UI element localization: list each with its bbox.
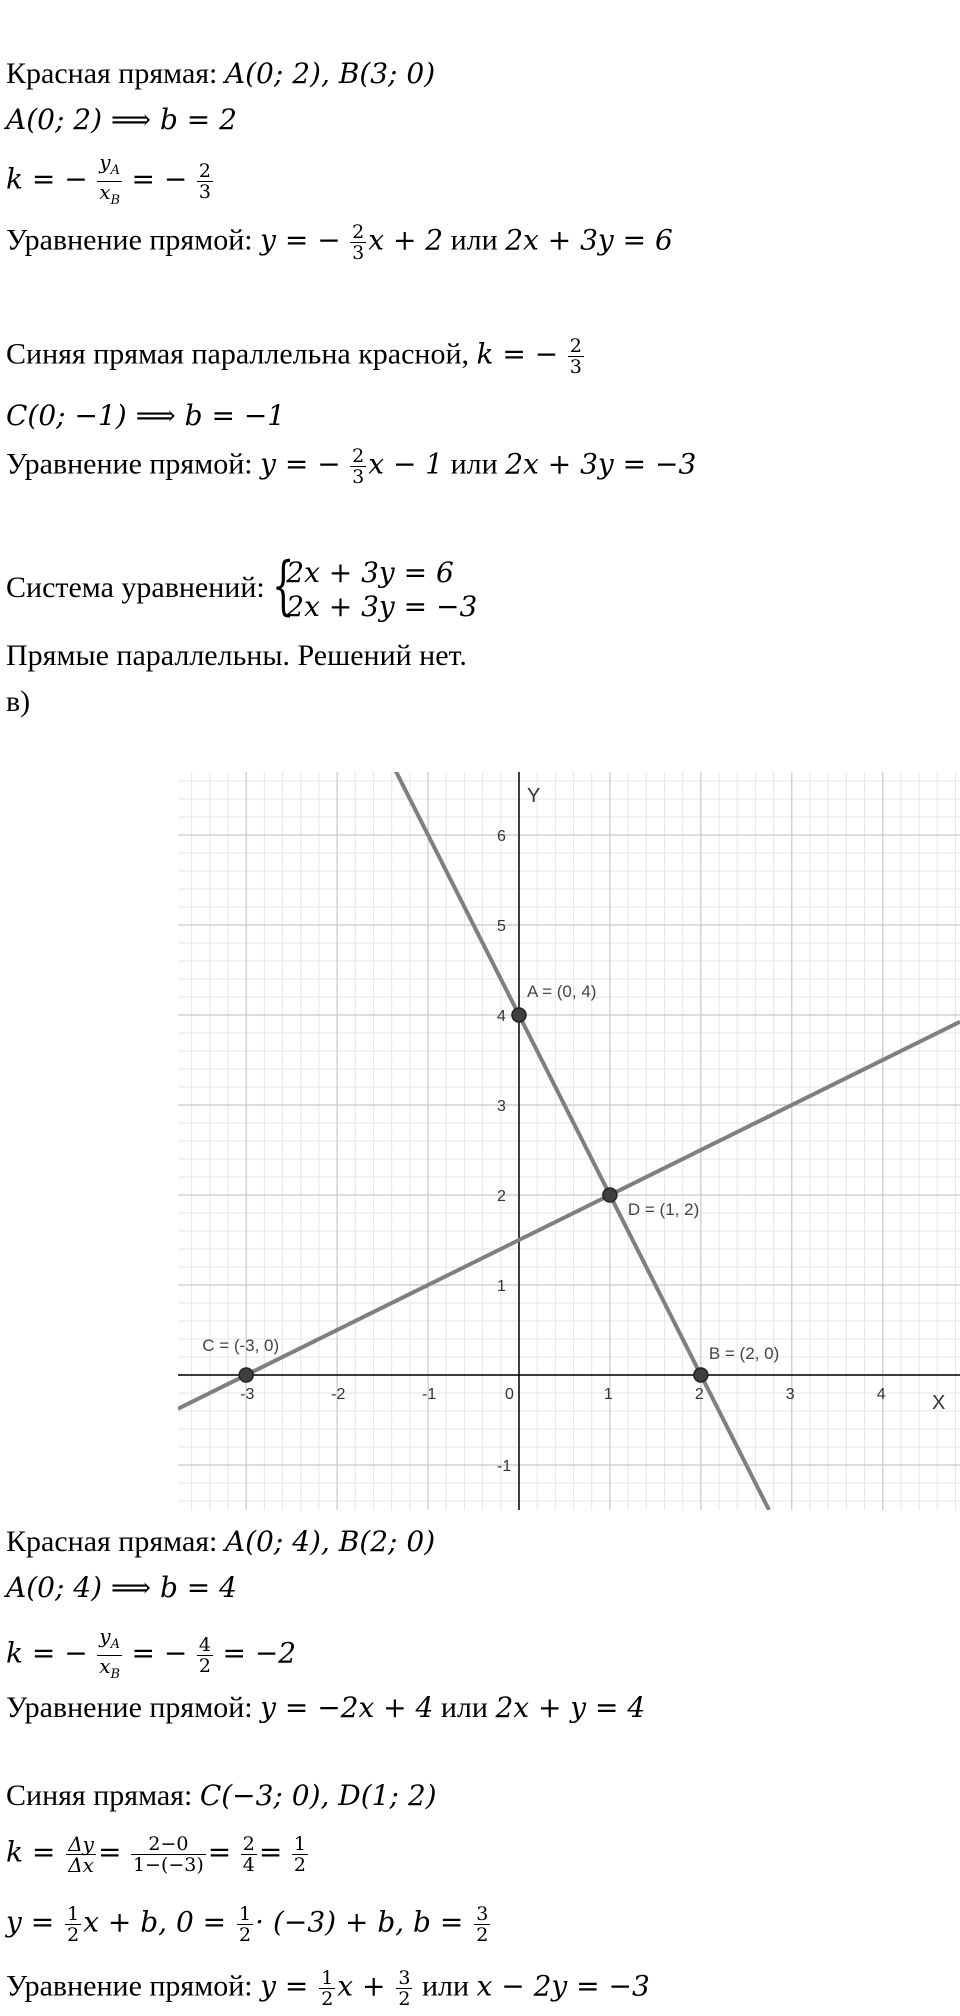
num: 1 — [239, 1903, 252, 1925]
b-conclusion: Прямые параллельны. Решений нет. — [6, 639, 467, 672]
slope-value — [197, 161, 213, 202]
point-b — [694, 1368, 708, 1382]
b-blue-equation — [6, 446, 696, 487]
y-tick-label: -1 — [496, 1458, 512, 1475]
y-tick-label: 5 — [496, 918, 506, 935]
part-c-label: в) — [6, 685, 31, 718]
point-label: D = (1, 2) — [627, 1200, 700, 1219]
num: 2 — [352, 445, 365, 467]
slope-eq: = − — [131, 162, 188, 196]
den-sub: B — [110, 193, 121, 208]
num: 2 — [242, 1833, 255, 1855]
den-sub: B — [110, 1667, 121, 1682]
num: 3 — [476, 1903, 489, 1925]
label: Уравнение прямой: — [6, 447, 261, 481]
c-blue-intercept — [6, 1904, 492, 1945]
num: 3 — [398, 1967, 411, 1989]
num: 1 — [67, 1903, 80, 1925]
point-label: A = (0, 4) — [526, 982, 597, 1001]
frac-1 — [65, 1904, 81, 1945]
den: 2 — [476, 1924, 489, 1946]
mid: x + b, 0 = — [83, 1905, 236, 1939]
x-axis-label: X — [932, 1392, 946, 1414]
point-a — [512, 1008, 526, 1022]
y-tick-label: 1 — [496, 1278, 506, 1295]
c-red-equation — [6, 1690, 645, 1726]
frac-2 — [396, 1968, 412, 2009]
num-sub: A — [110, 163, 120, 178]
y-tick-label: 2 — [496, 1188, 506, 1205]
blue-line — [178, 1022, 960, 1409]
slope-ratio — [97, 1626, 122, 1685]
x-tick-label: -1 — [422, 1386, 437, 1403]
system-row-1: 2x + 3y = 6 — [286, 556, 454, 589]
den: 2 — [293, 1854, 306, 1876]
slope-result: = −2 — [222, 1636, 297, 1670]
b-red-line-heading — [6, 56, 435, 92]
points: C(−3; 0), D(1; 2) — [199, 1779, 437, 1812]
den: x — [99, 1654, 111, 1678]
c-blue-line-heading — [6, 1778, 437, 1814]
label: Синяя прямая: — [6, 1779, 200, 1812]
den: 2 — [239, 1924, 252, 1946]
b-intercept: A(0; 2) ⟹ b = 2 — [6, 103, 237, 136]
b-blue-intercept: C(0; −1) ⟹ b = −1 — [6, 399, 286, 432]
label: Красная прямая: — [6, 57, 225, 90]
b-red-equation — [6, 222, 673, 263]
lhs: y = − — [260, 447, 341, 481]
y-tick-label: 3 — [496, 1098, 506, 1115]
label: Уравнение прямой: — [6, 1969, 261, 2003]
lhs: y = − — [260, 223, 341, 257]
alt: 2x + 3y = −3 — [505, 447, 697, 481]
frac-2 — [131, 1834, 206, 1875]
label: Система уравнений: — [6, 570, 273, 604]
num-sub: A — [110, 1637, 120, 1652]
x-tick-label: 0 — [504, 1386, 514, 1403]
brace: { — [272, 549, 295, 623]
rhs: x + 2 — [368, 223, 444, 257]
frac-4 — [292, 1834, 308, 1875]
rhs: x − 1 — [368, 447, 444, 481]
den: x — [99, 180, 111, 204]
point-label: B = (2, 0) — [708, 1344, 780, 1363]
num: 2 — [352, 221, 365, 243]
label: Уравнение прямой: — [6, 223, 261, 257]
lhs: y = −2x + 4 — [260, 1691, 434, 1724]
or: или — [414, 1969, 477, 2003]
b-blue-line-heading — [6, 336, 586, 377]
den: 3 — [569, 356, 582, 378]
frac-1 — [66, 1834, 96, 1875]
mid2: · (−3) + b, b = — [255, 1905, 473, 1939]
frac-1 — [319, 1968, 335, 2009]
x-tick-label: 2 — [694, 1386, 704, 1403]
label: Синяя прямая параллельна красной, — [6, 337, 477, 371]
den: 3 — [352, 242, 365, 264]
c-slope — [6, 1626, 296, 1685]
num: y — [99, 150, 111, 174]
y-axis-label: Y — [526, 785, 541, 807]
num: 2 — [569, 335, 582, 357]
num: 2 — [198, 160, 211, 182]
points: A(0; 2), B(3; 0) — [224, 57, 436, 90]
lhs: y = — [260, 1969, 318, 2003]
num: 1 — [321, 1967, 334, 1989]
point-d — [603, 1188, 617, 1202]
c-red-line-heading — [6, 1524, 435, 1560]
x-tick-label: -2 — [331, 1386, 346, 1403]
c-intercept: A(0; 4) ⟹ b = 4 — [6, 1571, 237, 1604]
den: 3 — [352, 466, 365, 488]
num: 1 — [293, 1833, 306, 1855]
point-c — [239, 1368, 253, 1382]
x-tick-label: -3 — [240, 1386, 255, 1403]
slope-ratio — [97, 152, 122, 211]
num: 4 — [198, 1634, 211, 1656]
den: 2 — [67, 1924, 80, 1946]
system — [272, 549, 478, 624]
alt: x − 2y = −3 — [476, 1969, 650, 2003]
den: 1−(−3) — [132, 1854, 204, 1876]
coordinate-graph — [178, 772, 960, 1510]
mid: x + — [337, 1969, 395, 2003]
y-tick-label: 6 — [496, 828, 506, 845]
slope-lhs: k = − — [6, 1636, 88, 1670]
lhs: y = — [6, 1905, 64, 1939]
points: A(0; 4), B(2; 0) — [224, 1525, 436, 1558]
x-tick-label: 1 — [603, 1386, 613, 1403]
frac — [350, 222, 366, 263]
c-blue-slope: k = $\frac{\Delta y}{\Delta x}$ = $\frac{2-0}{1-(-3)}$ = $\frac{2}{4}$ = $\frac{1}{2}$ — [6, 1832, 306, 1877]
den: Δx — [68, 1853, 94, 1877]
or: или — [443, 447, 506, 481]
b-slope — [6, 152, 215, 211]
lhs: k = — [6, 1835, 65, 1869]
num: y — [99, 1624, 111, 1648]
y-tick-label: 4 — [496, 1008, 506, 1025]
or: или — [433, 1691, 496, 1724]
b-system — [6, 549, 478, 624]
den: 2 — [198, 1655, 211, 1677]
frac — [350, 446, 366, 487]
system-row-2: 2x + 3y = −3 — [286, 590, 478, 623]
den: 2 — [321, 1988, 334, 2010]
den: 2 — [398, 1988, 411, 2010]
num: 2−0 — [131, 1834, 206, 1855]
label: Красная прямая: — [6, 1525, 225, 1558]
frac-3 — [474, 1904, 490, 1945]
den: 4 — [242, 1854, 255, 1876]
frac — [568, 336, 584, 377]
slope-eq: = − — [131, 1636, 188, 1670]
slope-lhs: k = − — [6, 162, 88, 196]
x-tick-label: 3 — [785, 1386, 795, 1403]
num: Δy — [68, 1832, 94, 1856]
label: Уравнение прямой: — [6, 1691, 261, 1724]
den: 3 — [198, 181, 211, 203]
c-blue-equation — [6, 1968, 650, 2009]
alt: 2x + 3y = 6 — [505, 223, 673, 257]
point-label: C = (-3, 0) — [202, 1336, 280, 1355]
or: или — [443, 223, 506, 257]
k: k = − — [476, 337, 559, 371]
slope-frac — [197, 1635, 213, 1676]
frac-3 — [241, 1834, 257, 1875]
alt: 2x + y = 4 — [495, 1691, 646, 1724]
x-tick-label: 4 — [876, 1386, 886, 1403]
frac-2 — [237, 1904, 253, 1945]
